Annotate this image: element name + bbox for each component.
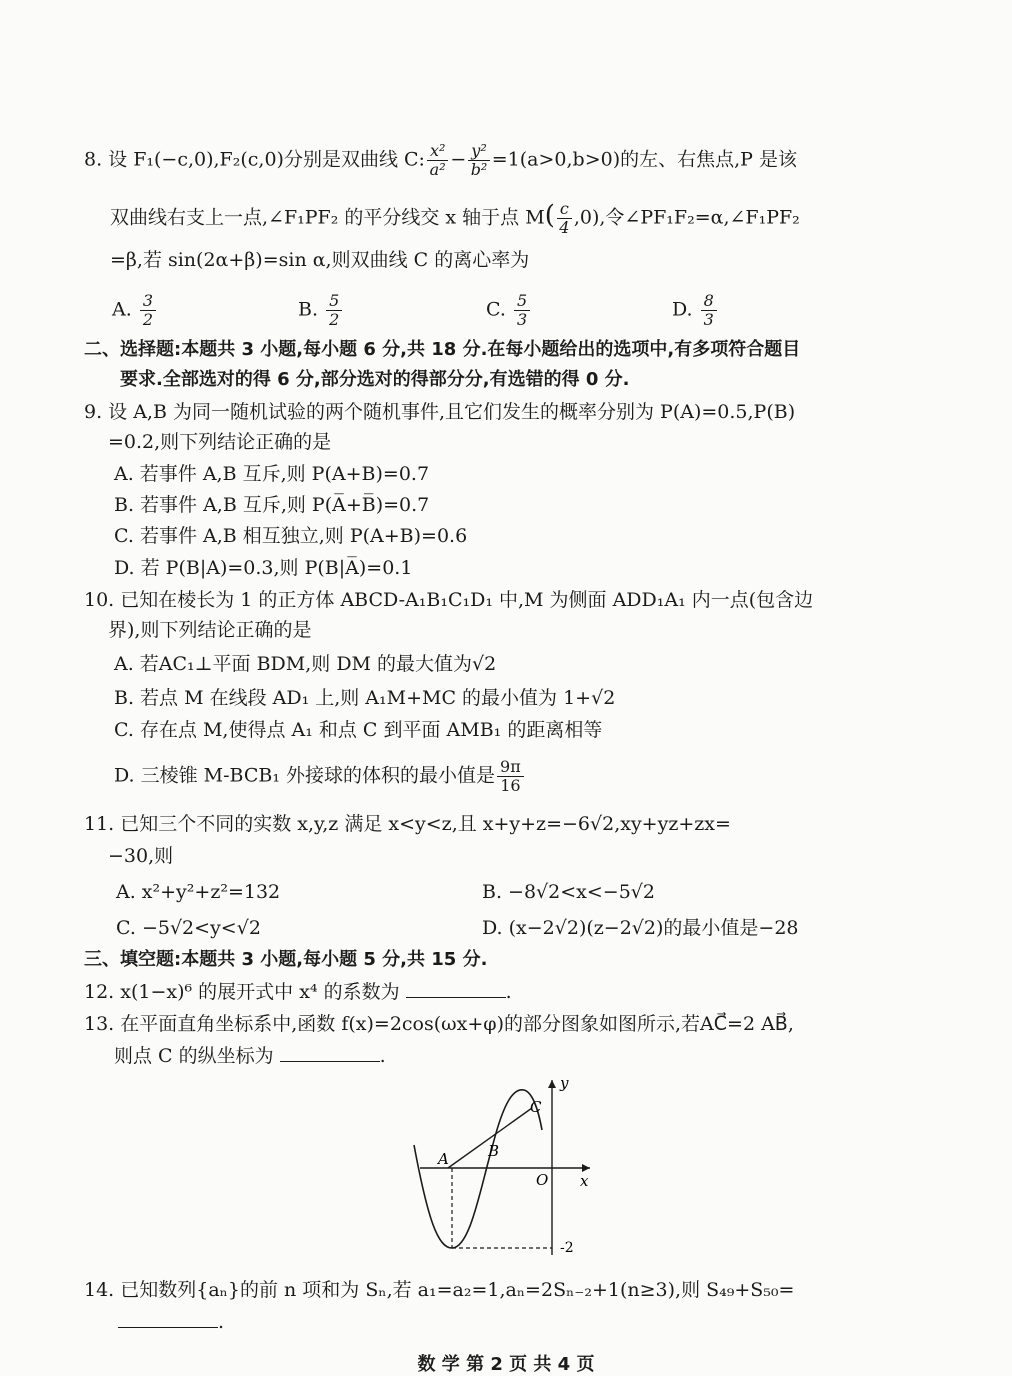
q10-option-b: B. 若点 M 在线段 AD₁ 上,则 A₁M+MC 的最小值为 1+√2 [114, 687, 616, 709]
q8-frac-y2-b2 [468, 142, 489, 179]
answer-blank[interactable] [280, 1043, 380, 1062]
option-label: D. [672, 298, 693, 321]
q8-line2 [110, 200, 800, 237]
label-point-b: B [488, 1142, 500, 1160]
frac-num: c [557, 200, 572, 219]
cosine-curve [414, 1090, 542, 1248]
frac-den: 2 [329, 310, 340, 329]
period: . [218, 1311, 225, 1333]
q9-option-c: C. 若事件 A,B 相互独立,则 P(A+B)=0.6 [114, 525, 468, 547]
q10-option-c: C. 存在点 M,使得点 A₁ 和点 C 到平面 AMB₁ 的距离相等 [114, 719, 603, 741]
frac-num: y² [468, 142, 489, 161]
q13-stem-line2 [114, 1042, 386, 1070]
q14-stem-line1: 14. 已知数列{aₙ}的前 n 项和为 Sₙ,若 a₁=a₂=1,aₙ=2Sₙ₋₂+1(n≥3),则 S₄₉+S₅₀= [84, 1279, 795, 1301]
q8-line1-tail: =1(a>0,b>0)的左、右焦点,P 是该 [491, 148, 797, 171]
minus-sign: − [450, 148, 467, 171]
option-fraction [514, 292, 530, 329]
option-fraction [701, 292, 717, 329]
q11-option-b: B. −8√2<x<−5√2 [482, 881, 656, 903]
label-point-a: A [438, 1150, 449, 1168]
q10-option-a: A. 若AC₁⊥平面 BDM,则 DM 的最大值为√2 [114, 653, 497, 675]
frac-num: 5 [514, 292, 530, 311]
q8-option-b [298, 292, 344, 329]
q8-line1-head: 8. 设 F₁(−c,0),F₂(c,0)分别是双曲线 C: [84, 148, 425, 171]
q9-option-a: A. 若事件 A,B 互斥,则 P(A+B)=0.7 [114, 463, 430, 485]
label-x: x [580, 1172, 589, 1190]
q9-option-d: D. 若 P(B|A)=0.3,则 P(B|A̅)=0.1 [114, 557, 413, 579]
x-axis-arrow-icon [582, 1164, 590, 1172]
section3-heading: 三、填空题:本题共 3 小题,每小题 5 分,共 15 分. [84, 949, 488, 970]
option-label: C. [486, 298, 506, 321]
section2-heading-cont: 要求.全部选对的得 6 分,部分选对的得部分分,有选错的得 0 分. [120, 369, 630, 390]
label-y: y [560, 1074, 569, 1092]
frac-num: 3 [140, 292, 156, 311]
q13-cosine-figure [400, 1070, 610, 1260]
frac-den: 3 [516, 310, 528, 329]
frac-num: 5 [326, 292, 342, 311]
frac-den: 3 [703, 310, 714, 329]
q11-stem-line2: −30,则 [108, 845, 174, 867]
q8-frac-x2-a2 [427, 142, 448, 179]
q10-stem-line1: 10. 已知在棱长为 1 的正方体 ABCD-A₁B₁C₁D₁ 中,M 为侧面 ADD₁A₁ 内一点(包含边 [84, 589, 814, 611]
q8-line2-head: 双曲线右支上一点,∠F₁PF₂ 的平分线交 x 轴于点 M [110, 206, 545, 229]
label-origin: O [536, 1171, 549, 1189]
y-axis-arrow-icon [548, 1080, 556, 1088]
q13-stem-line1: 13. 在平面直角坐标系中,函数 f(x)=2cos(ωx+φ)的部分图象如图所示,若AC⃗=2 AB⃗, [84, 1013, 794, 1035]
q11-stem-line1: 11. 已知三个不同的实数 x,y,z 满足 x<y<z,且 x+y+z=−6√2,xy+yz+zx= [84, 813, 731, 835]
frac-den: 4 [559, 218, 570, 237]
frac-num: 8 [701, 292, 717, 311]
option-fraction [326, 292, 342, 329]
q10-stem-line2: 界),则下列结论正确的是 [108, 619, 312, 641]
answer-blank[interactable] [118, 1309, 218, 1328]
q8-option-c [486, 292, 532, 329]
q12-line [84, 978, 512, 1006]
frac-den: 16 [500, 776, 521, 795]
q10-option-d [114, 758, 526, 795]
q9-stem-line2: =0.2,则下列结论正确的是 [108, 431, 332, 453]
q10-option-d-text: D. 三棱锥 M-BCB₁ 外接球的体积的最小值是 [114, 764, 496, 787]
frac-den: b² [470, 160, 488, 179]
frac-den: a² [429, 160, 446, 179]
q8-line2-tail: ,令∠PF₁F₂=α,∠F₁PF₂ [599, 206, 800, 229]
q8-frac-c-4 [557, 200, 572, 237]
period: . [379, 1045, 386, 1067]
page-footer: 数 学 第 2 页 共 4 页 [417, 1354, 595, 1375]
label-minus-two: -2 [560, 1240, 574, 1256]
q11-option-a: A. x²+y²+z²=132 [116, 881, 281, 903]
q12-text: 12. x(1−x)⁶ 的展开式中 x⁴ 的系数为 [84, 981, 400, 1003]
q8-option-d [672, 292, 719, 329]
frac-den: 2 [142, 310, 153, 329]
q10-option-d-fraction [497, 758, 524, 795]
q11-option-d: D. (x−2√2)(z−2√2)的最小值是−28 [482, 917, 799, 939]
q11-option-c: C. −5√2<y<√2 [116, 917, 261, 939]
paren-tail: ,0) [573, 206, 600, 229]
frac-num: x² [427, 142, 448, 161]
big-paren: ( [544, 200, 555, 231]
q8-line3: =β,若 sin(2α+β)=sin α,则双曲线 C 的离心率为 [110, 249, 530, 271]
answer-blank[interactable] [406, 979, 506, 998]
option-fraction [140, 292, 156, 329]
q9-option-b: B. 若事件 A,B 互斥,则 P(A̅+B̅)=0.7 [114, 494, 430, 516]
label-point-c: C [530, 1098, 542, 1116]
section2-heading: 二、选择题:本题共 3 小题,每小题 6 分,共 18 分.在每小题给出的选项中,有多项符合题目 [84, 339, 801, 360]
q13-line2-text: 则点 C 的纵坐标为 [114, 1045, 274, 1067]
option-label: B. [298, 298, 319, 321]
q8-option-a [112, 292, 158, 329]
q9-stem-line1: 9. 设 A,B 为同一随机试验的两个随机事件,且它们发生的概率分别为 P(A)=0.5,P(B) [84, 401, 796, 423]
q14-answer-line [118, 1308, 224, 1336]
q8-line1 [84, 142, 797, 179]
frac-num: 9π [497, 758, 524, 777]
period: . [505, 981, 512, 1003]
option-label: A. [112, 298, 132, 321]
